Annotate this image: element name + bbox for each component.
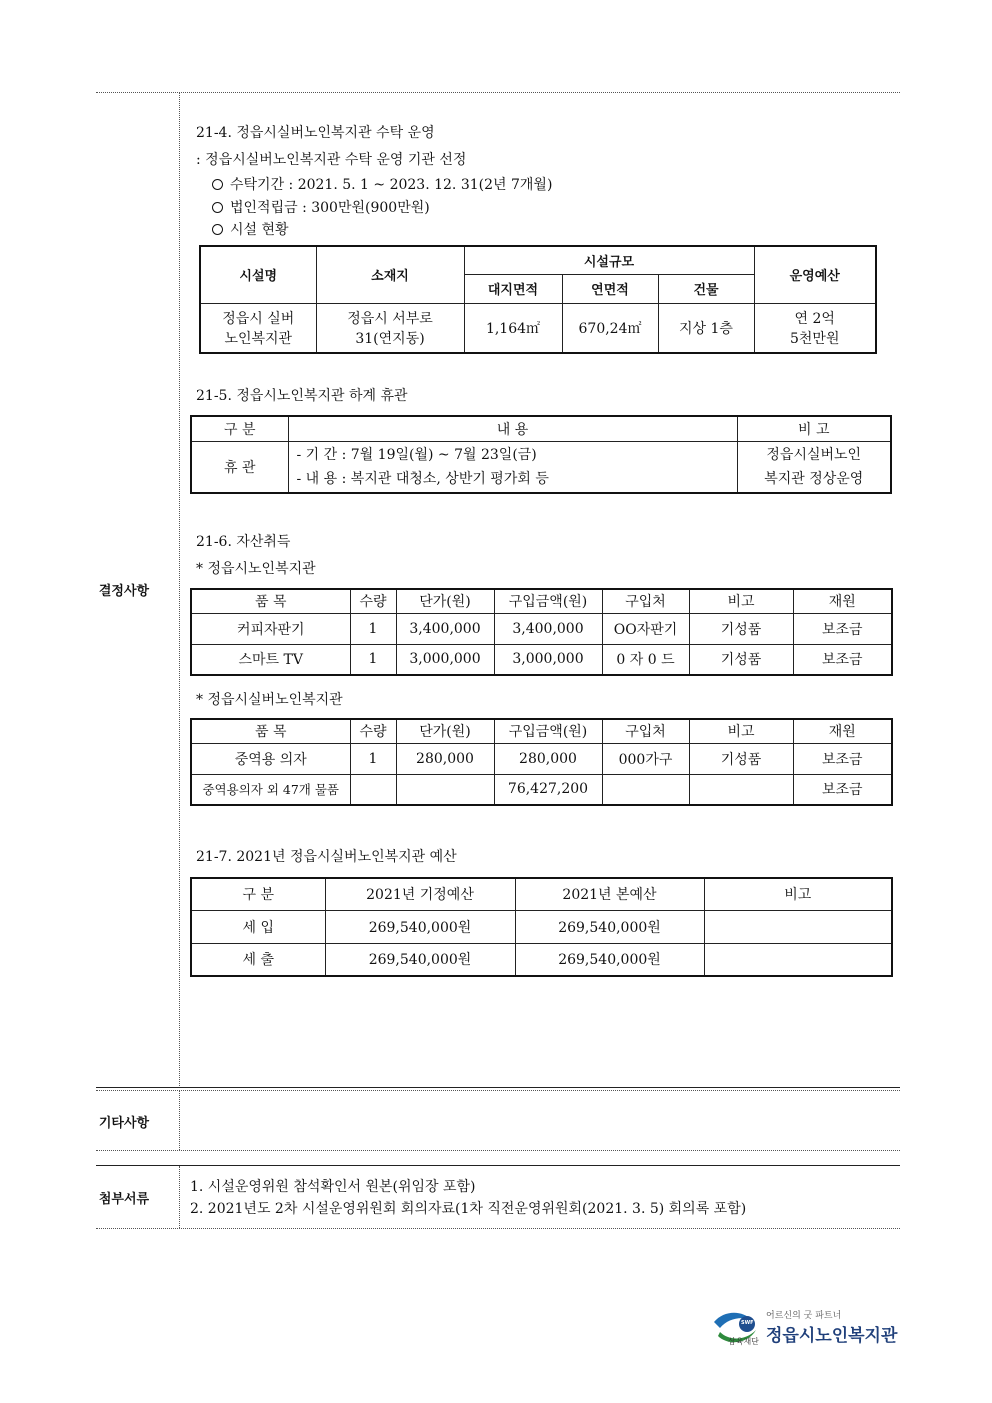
header-vendor: 구입처	[602, 719, 689, 743]
cell-source: 보조금	[793, 774, 892, 805]
table-row	[191, 774, 892, 805]
list-item	[212, 197, 430, 217]
asset-table-2	[190, 718, 893, 806]
cell-note: 기성품	[689, 613, 793, 644]
cell-unit-price	[396, 774, 494, 805]
cell-prior-budget: 269,540,000원	[325, 943, 515, 976]
header-unit-price: 단가(원)	[396, 719, 494, 743]
list-item-text: 법인적립금 : 300만원(900만원)	[230, 200, 430, 216]
cell-qty	[350, 774, 396, 805]
attachment-item-2: 2. 2021년도 2차 시설운영위원회 회의자료(1차 직전운영위원회(2021. 3. 5) 회의록 포함)	[190, 1201, 747, 1217]
section-divider-1b	[96, 1090, 900, 1091]
table-row	[191, 910, 892, 943]
cell-content: - 기 간 : 7월 19일(월) ~ 7월 23일(금) - 내 용 : 복지관 대청소, 상반기 평가회 등	[288, 441, 737, 493]
header-building: 건물	[658, 274, 754, 303]
cell-item: 커피자판기	[191, 613, 350, 644]
cell-prior-budget: 269,540,000원	[325, 910, 515, 943]
label-column-divider	[179, 92, 180, 1088]
header-land-area: 대지면적	[464, 274, 562, 303]
cell-qty: 1	[350, 644, 396, 675]
circle-bullet-icon	[212, 224, 223, 235]
list-item-text: 시설 현황	[230, 222, 289, 238]
logo-org: 삼육재단	[728, 1337, 759, 1346]
section-21-5-title: 21-5. 정읍시노인복지관 하계 휴관	[196, 388, 408, 404]
list-item-text: 수탁기간 : 2021. 5. 1 ~ 2023. 12. 31(2년 7개월)	[230, 177, 553, 193]
header-floor-area: 연면적	[562, 274, 658, 303]
cell-main-budget: 269,540,000원	[515, 943, 704, 976]
facility-table	[199, 245, 877, 354]
footer-logo	[712, 1308, 900, 1348]
circle-bullet-icon	[212, 179, 223, 190]
cell-land-area: 1,164㎡	[464, 303, 562, 353]
cell-source: 보조금	[793, 613, 892, 644]
cell-item: 스마트 TV	[191, 644, 350, 675]
cell-budget: 연 2억 5천만원	[754, 303, 876, 353]
cell-item: 중역용의자 외 47개 물품	[191, 774, 350, 805]
section-divider-1	[96, 1087, 900, 1088]
subsection-label-2: * 정읍시실버노인복지관	[196, 692, 343, 708]
section-divider-2	[96, 1150, 900, 1151]
logo-badge: SWF	[741, 1320, 754, 1326]
table-row	[191, 743, 892, 774]
decision-label: 결정사항	[98, 584, 150, 599]
cell-source: 보조금	[793, 644, 892, 675]
cell-source: 보조금	[793, 743, 892, 774]
header-location: 소재지	[316, 246, 464, 303]
label-column-divider-3	[179, 1166, 180, 1228]
top-divider	[96, 92, 900, 93]
cell-note	[704, 943, 892, 976]
cell-main-budget: 269,540,000원	[515, 910, 704, 943]
cell-amount: 3,400,000	[494, 613, 602, 644]
cell-amount: 3,000,000	[494, 644, 602, 675]
budget-table	[190, 877, 893, 977]
cell-note: 정읍시실버노인 복지관 정상운영	[737, 441, 891, 493]
header-note: 비고	[689, 719, 793, 743]
cell-vendor: 0 자 0 드	[602, 644, 689, 675]
cell-note: 기성품	[689, 644, 793, 675]
cell-facility-name: 정읍시 실버 노인복지관	[200, 303, 316, 353]
header-budget: 운영예산	[754, 246, 876, 303]
section-21-4-title: 21-4. 정읍시실버노인복지관 수탁 운영	[196, 125, 435, 141]
header-amount: 구입금액(원)	[494, 719, 602, 743]
circle-bullet-icon	[212, 202, 223, 213]
logo-tagline: 어르신의 굿 파트너	[766, 1311, 842, 1321]
header-category: 구 분	[191, 416, 288, 441]
cell-floor-area: 670,24㎡	[562, 303, 658, 353]
header-vendor: 구입처	[602, 589, 689, 613]
list-item	[212, 219, 289, 239]
header-source: 재원	[793, 589, 892, 613]
cell-note: 기성품	[689, 743, 793, 774]
header-category: 구 분	[191, 878, 325, 910]
header-qty: 수량	[350, 589, 396, 613]
list-item	[212, 174, 552, 194]
cell-vendor	[602, 774, 689, 805]
cell-unit-price: 3,000,000	[396, 644, 494, 675]
other-label: 기타사항	[98, 1116, 150, 1131]
cell-building: 지상 1층	[658, 303, 754, 353]
header-source: 재원	[793, 719, 892, 743]
header-item: 품 목	[191, 719, 350, 743]
asset-table-1	[190, 588, 893, 676]
header-qty: 수량	[350, 719, 396, 743]
cell-category: 휴 관	[191, 441, 288, 493]
cell-amount: 280,000	[494, 743, 602, 774]
cell-note	[689, 774, 793, 805]
section-divider-3	[96, 1165, 900, 1166]
header-content: 내 용	[288, 416, 737, 441]
header-item: 품 목	[191, 589, 350, 613]
header-unit-price: 단가(원)	[396, 589, 494, 613]
header-facility-name: 시설명	[200, 246, 316, 303]
attachment-item-1: 1. 시설운영위원 참석확인서 원본(위임장 포함)	[190, 1179, 476, 1195]
table-row	[191, 441, 891, 493]
cell-vendor: OO자판기	[602, 613, 689, 644]
cell-category: 세 출	[191, 943, 325, 976]
cell-vendor: 000가구	[602, 743, 689, 774]
attach-label: 첨부서류	[98, 1192, 150, 1207]
table-row	[191, 613, 892, 644]
cell-note	[704, 910, 892, 943]
header-scale: 시설규모	[464, 246, 754, 274]
subsection-label-1: * 정읍시노인복지관	[196, 561, 316, 577]
cell-item: 중역용 의자	[191, 743, 350, 774]
header-note: 비고	[704, 878, 892, 910]
section-21-7-title: 21-7. 2021년 정읍시실버노인복지관 예산	[196, 849, 457, 865]
cell-location: 정읍시 서부로 31(연지동)	[316, 303, 464, 353]
header-main-budget: 2021년 본예산	[515, 878, 704, 910]
cell-category: 세 입	[191, 910, 325, 943]
cell-unit-price: 280,000	[396, 743, 494, 774]
label-column-divider-2	[179, 1090, 180, 1150]
bottom-divider	[96, 1228, 900, 1229]
table-row	[191, 943, 892, 976]
logo-name: 정읍시노인복지관	[766, 1326, 898, 1346]
section-21-4-subtitle: : 정읍시실버노인복지관 수탁 운영 기관 선정	[196, 152, 467, 168]
header-note: 비 고	[737, 416, 891, 441]
header-amount: 구입금액(원)	[494, 589, 602, 613]
closure-table	[190, 415, 892, 494]
table-row	[191, 644, 892, 675]
cell-unit-price: 3,400,000	[396, 613, 494, 644]
cell-amount: 76,427,200	[494, 774, 602, 805]
cell-qty: 1	[350, 613, 396, 644]
header-prior-budget: 2021년 기정예산	[325, 878, 515, 910]
header-note: 비고	[689, 589, 793, 613]
table-row	[200, 303, 876, 353]
section-21-6-title: 21-6. 자산취득	[196, 534, 291, 550]
cell-qty: 1	[350, 743, 396, 774]
